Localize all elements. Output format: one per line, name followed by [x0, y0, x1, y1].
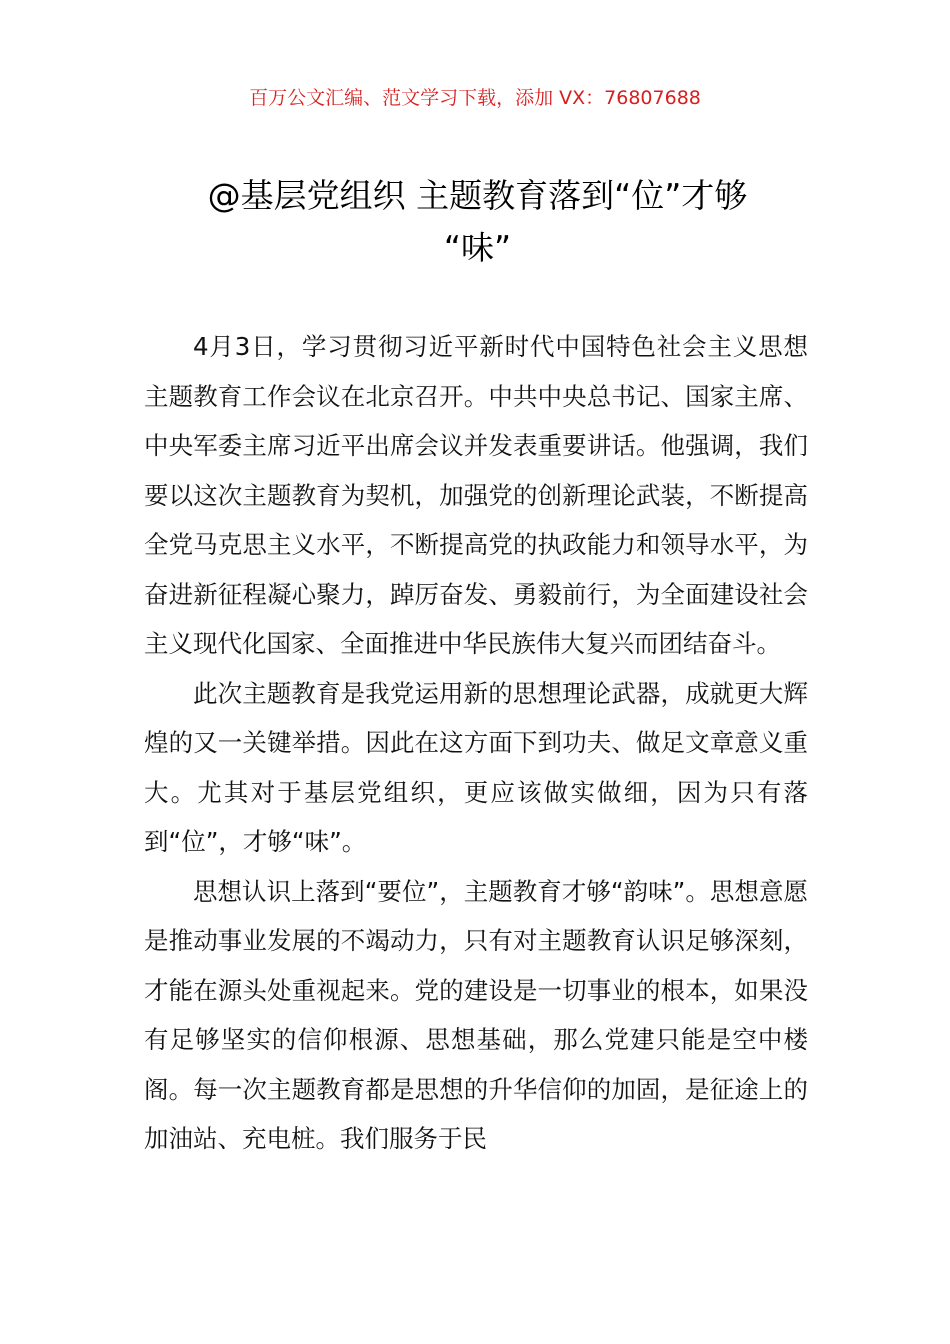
document-title: [150, 170, 805, 274]
paragraph: 此次主题教育是我党运用新的思想理论武器，成就更大辉煌的又一关键举措。因此在这方面下到功夫、做足文章意义重大。尤其对于基层党组织，更应该做实做细，因为只有落到“位”，才够“味”。: [144, 678, 808, 856]
document-body: [144, 322, 808, 1164]
title-line-2: “味”: [443, 228, 512, 267]
title-line-1: @基层党组织 主题教育落到“位”才够: [207, 176, 748, 215]
paragraph: 思想认识上落到“要位”，主题教育才够“韵味”。思想意愿是推动事业发展的不竭动力，只有对主题教育认识足够深刻，才能在源头处重视起来。党的建设是一切事业的根本，如果没有足够坚实的信仰根源、思想基础，那么党建只能是空中楼阁。每一次主题教育都是思想的升华信仰的加固，是征途上的加油站、充电桩。我们服务于民: [144, 876, 808, 1153]
header-promo-note: 百万公文汇编、范文学习下载，添加 VX：76807688: [249, 87, 701, 109]
paragraph: 4月3日，学习贯彻习近平新时代中国特色社会主义思想主题教育工作会议在北京召开。中共中央总书记、国家主席、中央军委主席习近平出席会议并发表重要讲话。他强调，我们要以这次主题教育为契机，加强党的创新理论武装，不断提高全党马克思主义水平，不断提高党的执政能力和领导水平，为奋进新征程凝心聚力，踔厉奋发、勇毅前行，为全面建设社会主义现代化国家、全面推进中华民族伟大复兴而团结奋斗。: [144, 332, 808, 658]
